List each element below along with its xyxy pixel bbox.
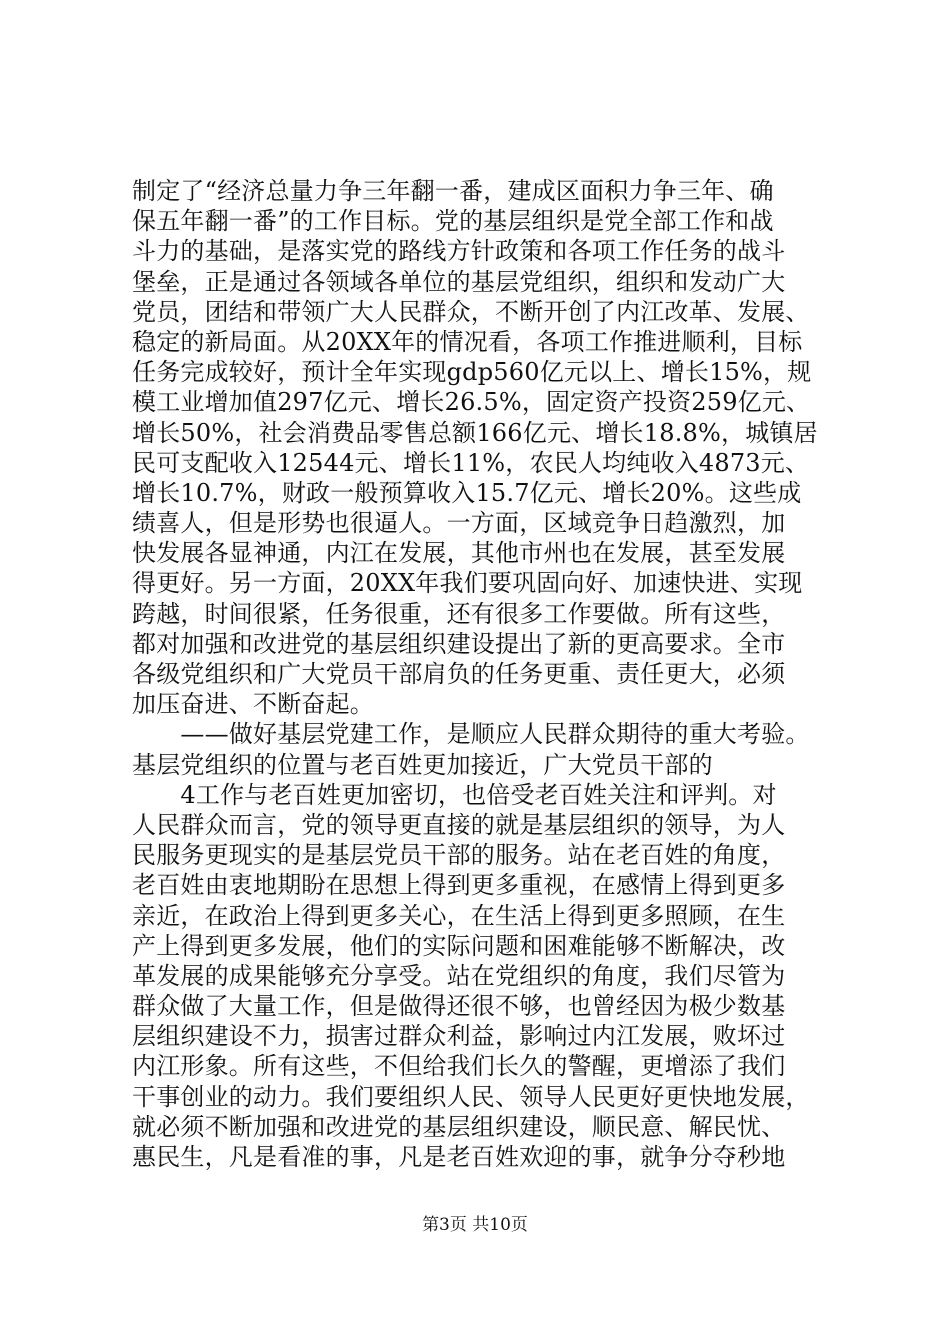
text-line: 保五年翻一番”的工作目标。党的基层组织是党全部工作和战 [132, 207, 774, 236]
text-line: 亲近，在政治上得到更多关心，在生活上得到更多照顾，在生 [132, 901, 786, 930]
document-body [132, 176, 832, 1172]
text-line: 加压奋进、不断奋起。 [132, 690, 374, 719]
page-footer: 第3页 共10页 [422, 1215, 528, 1235]
text-line: 人民群众而言，党的领导更直接的就是基层组织的领导，为人 [132, 810, 786, 839]
text-line: 党员，团结和带领广大人民群众，不断开创了内江改革、发展、 [132, 297, 810, 326]
text-line: 老百姓由衷地期盼在思想上得到更多重视，在感情上得到更多 [132, 871, 786, 900]
text-line: 增长50%，社会消费品零售总额166亿元、增长18.8%，城镇居 [132, 418, 818, 447]
text-line: 任务完成较好，预计全年实现gdp560亿元以上、增长15%，规 [132, 358, 812, 387]
text-line: 增长10.7%，财政一般预算收入15.7亿元、增长20%。这些成 [132, 478, 802, 507]
text-line: 制定了“经济总量力争三年翻一番，建成区面积力争三年、确 [132, 177, 774, 205]
text-line: 都对加强和改进党的基层组织建设提出了新的更高要求。全市 [132, 629, 786, 658]
text-line: 惠民生，凡是看准的事，凡是老百姓欢迎的事，就争分夺秒地 [132, 1143, 786, 1171]
text-line: 各级党组织和广大党员干部肩负的任务更重、责任更大，必须 [132, 660, 786, 688]
text-line: 民可支配收入12544元、增长11%，农民人均纯收入4873元、 [132, 448, 810, 477]
text-line: 基层党组织的位置与老百姓更加接近，广大党员干部的 [132, 750, 713, 779]
text-line: 干事创业的动力。我们要组织人民、领导人民更好更快地发展， [132, 1082, 810, 1111]
text-line: 革发展的成果能够充分享受。站在党组织的角度，我们尽管为 [132, 961, 786, 990]
text-line: ——做好基层党建工作，是顺应人民群众期待的重大考验。 [132, 720, 810, 749]
text-line: 群众做了大量工作，但是做得还很不够，也曾经因为极少数基 [132, 992, 786, 1021]
text-line: 产上得到更多发展，他们的实际问题和困难能够不断解决，改 [132, 931, 786, 960]
text-line: 跨越，时间很紧，任务很重，还有很多工作要做。所有这些， [132, 599, 786, 628]
text-line: 堡垒，正是通过各领域各单位的基层党组织，组织和发动广大 [132, 267, 786, 296]
text-line: 快发展各显神通，内江在发展，其他市州也在发展，甚至发展 [132, 539, 786, 568]
text-line: 得更好。另一方面，20XX年我们要巩固向好、加速快进、实现 [132, 569, 803, 598]
text-line: 稳定的新局面。从20XX年的情况看，各项工作推进顺利，目标 [132, 327, 803, 356]
text-line: 民服务更现实的是基层党员干部的服务。站在老百姓的角度， [132, 841, 786, 870]
text-line: 斗力的基础，是落实党的路线方针政策和各项工作任务的战斗 [132, 237, 786, 266]
text-line: 绩喜人，但是形势也很逼人。一方面，区域竞争日趋激烈，加 [132, 509, 786, 538]
text-line: 4工作与老百姓更加密切，也倍受老百姓关注和评判。对 [132, 780, 777, 809]
text-line: 模工业增加值297亿元、增长26.5%，固定资产投资259亿元、 [132, 388, 811, 417]
text-line: 层组织建设不力，损害过群众利益，影响过内江发展，败坏过 [132, 1022, 786, 1051]
text-line: 内江形象。所有这些，不但给我们长久的警醒，更增添了我们 [132, 1052, 786, 1081]
text-line: 就必须不断加强和改进党的基层组织建设，顺民意、解民忧、 [132, 1112, 786, 1141]
